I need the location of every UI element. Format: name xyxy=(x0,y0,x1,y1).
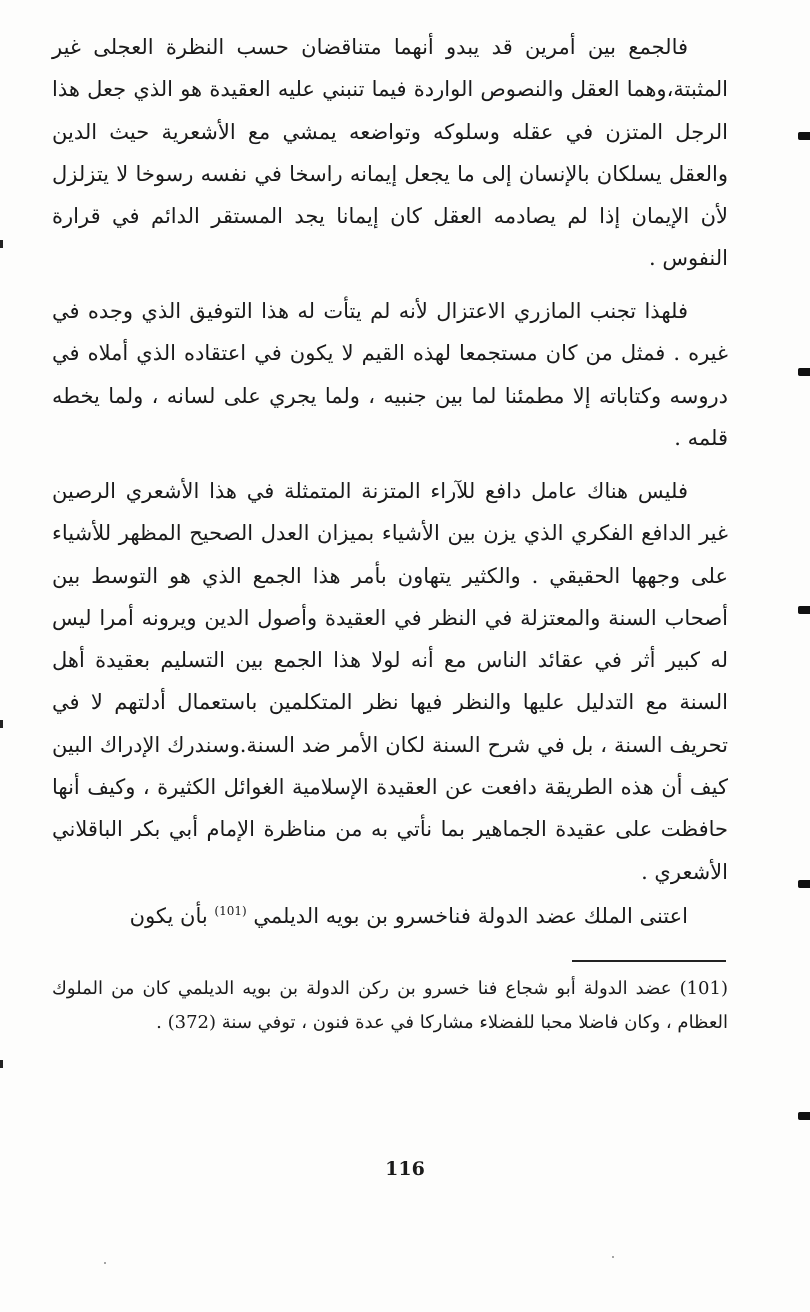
footnote-divider xyxy=(572,960,726,962)
paragraph-4-text xyxy=(52,890,728,937)
paragraph-4 xyxy=(52,890,728,937)
paragraph-3-text: فليس هناك عامل دافع للآراء المتزنة المتمثلة في هذا الأشعري الرصين غير الدافع الفكري الذي يزن بين الأشياء بميزان العدل الصحيح المظهر للأشياء على وجهها الحقيقي . والكثير يتهاون بأمر هذا الجمع الذي هو التوسط بين أصحاب السنة والمعتزلة في النظر في العقيدة وأصول الدين ويرونه أمرا ليس له كبير أثر في عقائد الناس مع أنه لولا هذا الجمع بين التسليم بعقيدة أهل السنة مع التدليل عليها والنظر فيها نظر المتكلمين باستعمال أدلتهم لا في تحريف السنة ، بل في شرح السنة لكان الأمر ضد السنة.وسندرك الإدراك البين كيف أن هذه الطريقة دافعت عن العقيدة الإسلامية الغوائل الكثيرة ، وكيف أنها حافظت على عقيدة الجماهير بما نأتي به من مناظرة الإمام أبي بكر الباقلاني الأشعري . xyxy=(52,479,728,884)
margin-mark xyxy=(798,880,810,888)
scan-edge-mark xyxy=(0,1060,3,1068)
scan-edge-mark xyxy=(0,240,3,248)
scan-speck xyxy=(612,1256,614,1258)
page-number: 116 xyxy=(385,1158,425,1180)
margin-mark xyxy=(798,606,810,614)
margin-mark xyxy=(798,1112,810,1120)
scan-edge-mark xyxy=(0,720,3,728)
margin-mark xyxy=(798,132,810,140)
footnote-text xyxy=(52,972,728,1040)
paragraph-2 xyxy=(52,290,728,459)
paragraph-3 xyxy=(52,470,728,893)
paragraph-1 xyxy=(52,26,728,280)
footnote xyxy=(52,972,728,1040)
paragraph-1-text: فالجمع بين أمرين قد يبدو أنهما متناقضان حسب النظرة العجلى غير المثبتة،وهما العقل والنصوص الواردة فيما تنبني عليه العقيدة هو الذي جعل هذا الرجل المتزن في عقله وسلوكه وتواضعه يمشي مع الأشعرية حيث الدين والعقل يسلكان بالإنسان إلى ما يجعل إيمانه راسخا في نفسه رسوخا لا يتزلزل لأن الإيمان إذا لم يصادمه العقل كان إيمانا يجد المستقر الدائم في قرارة النفوس . xyxy=(52,35,728,271)
scan-speck xyxy=(104,1262,106,1264)
paragraph-4-start: اعتنى الملك عضد الدولة فناخسرو بن بويه الديلمي xyxy=(246,904,688,928)
footnote-marker: (101) xyxy=(679,978,728,999)
footnote-body: عضد الدولة أبو شجاع فنا خسرو بن ركن الدولة بن بويه الديلمي كان من الملوك العظام ، وكان فاضلا محبا للفضلاء مشاركا في عدة فنون ، توفي سنة (372) . xyxy=(52,978,728,1033)
margin-mark xyxy=(798,368,810,376)
paragraph-4-end: بأن يكون xyxy=(129,904,215,928)
paragraph-2-text: فلهذا تجنب المازري الاعتزال لأنه لم يتأت له هذا التوفيق الذي وجده في غيره . فمثل من كان مستجمعا لهذه القيم لا يكون في اعتقاده الذي أملاه في دروسه وكتاباته إلا مطمئنا لما بين جنبيه ، ولما يجري على لسانه ، ولما يخطه قلمه . xyxy=(52,299,728,450)
footnote-reference: (101) xyxy=(214,904,247,918)
